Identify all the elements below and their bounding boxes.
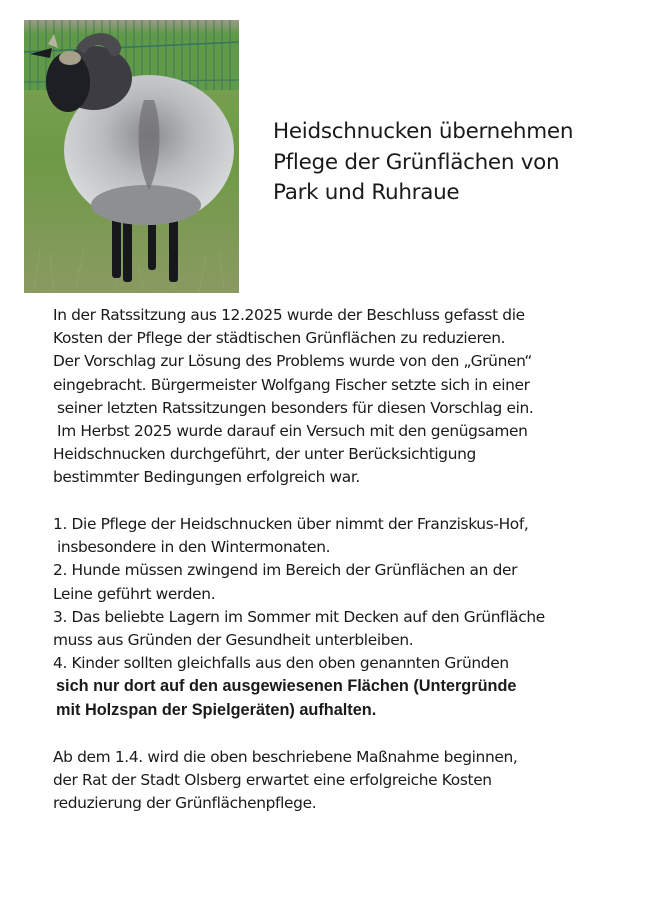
rule-line: 1. Die Pflege der Heidschnucken über nimmt der Franziskus-Hof, [53,515,529,533]
headline-line: Heidschnucken übernehmen [273,119,574,144]
intro-line: Heidschnucken durchgeführt, der unter Berücksichtigung [53,445,476,464]
rule-item-3 [53,606,633,652]
rules-list [53,513,633,722]
intro-line: Kosten der Pflege der städtischen Grünflächen zu reduzieren. [53,329,506,348]
intro-line: seiner letzten Ratssitzungen besonders für diesen Vorschlag ein. [57,398,534,417]
headline-line: Park und Ruhraue [273,180,460,205]
closing-line: reduzierung der Grünflächenpflege. [53,794,317,813]
intro-line: Der Vorschlag zur Lösung des Problems wurde von den „Grünen“ [53,352,533,371]
heidschnucke-sheep-image [24,20,239,293]
closing-paragraph [53,746,633,816]
rule-line: insbesondere in den Wintermonaten. [57,538,331,557]
intro-line: Im Herbst 2025 wurde darauf ein Versuch mit den genügsamen [57,422,528,441]
rule-line: 2. Hunde müssen zwingend im Bereich der Grünflächen an der [53,561,518,580]
intro-line: bestimmter Bedingungen erfolgreich war. [53,468,360,487]
headline [273,117,633,209]
rule-line: Leine geführt werden. [53,584,216,603]
intro-paragraph [53,304,633,490]
rule-line: 3. Das beliebte Lagern im Sommer mit Decken auf den Grünfläche [53,607,545,626]
closing-line: Ab dem 1.4. wird die oben beschriebene Maßnahme beginnen, [53,748,518,766]
closing-line: der Rat der Stadt Olsberg erwartet eine erfolgreiche Kosten [53,771,492,790]
rule-line: 4. Kinder sollten gleichfalls aus den oben genannten Gründen [53,654,509,673]
rule-item-1 [53,513,633,559]
rule-item-4 [53,652,633,722]
sheep-photo [24,20,239,293]
rule-item-2 [53,559,633,605]
headline-line: Pflege der Grünflächen von [273,149,560,175]
intro-line: eingebracht. Bürgermeister Wolfgang Fischer setzte sich in einer [53,375,530,394]
rule-line: muss aus Gründen der Gesundheit unterbleiben. [53,631,414,650]
rule-line-bold: sich nur dort auf den ausgewiesenen Flächen (Untergründe [56,677,517,696]
rule-line-bold: mit Holzspan der Spielgeräten) aufhalten. [56,700,377,719]
intro-line: In der Ratssitzung aus 12.2025 wurde der Beschluss gefasst die [53,306,525,324]
